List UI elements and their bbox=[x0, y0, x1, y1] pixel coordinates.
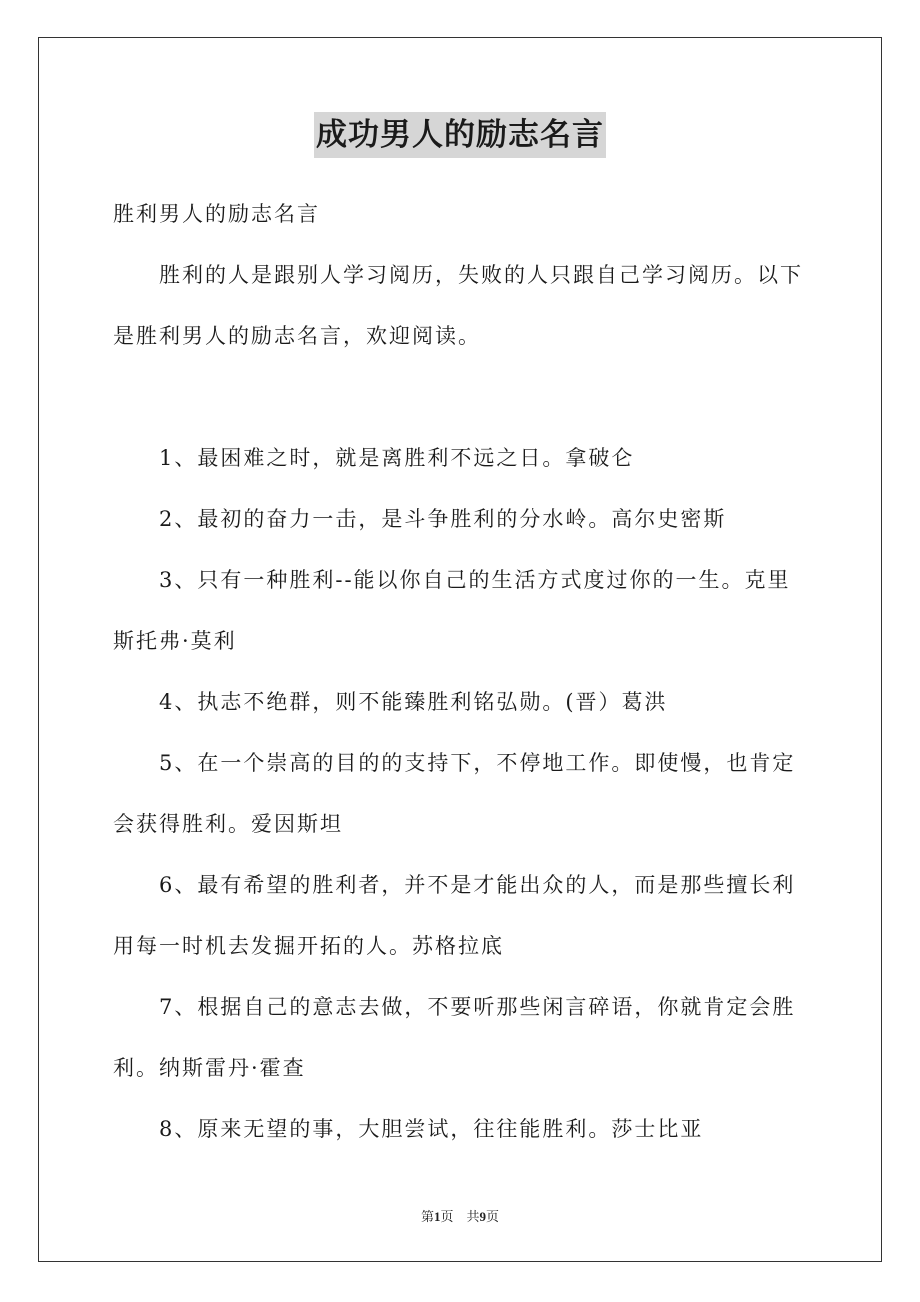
footer-total-pages: 9 bbox=[479, 1209, 486, 1224]
quote-paragraph: 2、最初的奋力一击，是斗争胜利的分水岭。高尔史密斯 bbox=[159, 507, 727, 531]
footer-current-page: 1 bbox=[433, 1209, 441, 1224]
quote-paragraph: 3、只有一种胜利--能以你自己的生活方式度过你的一生。克里斯托弗·莫利 bbox=[113, 568, 791, 653]
quote-paragraph: 1、最困难之时，就是离胜利不远之日。拿破仑 bbox=[159, 446, 635, 470]
quote-paragraph: 8、原来无望的事，大胆尝试，往往能胜利。莎士比亚 bbox=[159, 1117, 704, 1141]
page-footer bbox=[0, 1206, 920, 1225]
document-body bbox=[113, 184, 813, 1160]
blank-line bbox=[113, 367, 813, 428]
document-title bbox=[0, 112, 920, 158]
quote-paragraph: 7、根据自己的意志去做，不要听那些闲言碎语，你就肯定会胜利。纳斯雷丹·霍查 bbox=[113, 995, 796, 1080]
quote-paragraph: 6、最有希望的胜利者，并不是才能出众的人，而是那些擅长利用每一时机去发掘开拓的人。苏格拉底 bbox=[113, 873, 796, 958]
document-title-text: 成功男人的励志名言 bbox=[314, 112, 606, 158]
footer-prefix: 第 bbox=[420, 1209, 434, 1224]
footer-suffix: 页 bbox=[486, 1209, 500, 1224]
quote-paragraph: 5、在一个崇高的目的的支持下，不停地工作。即使慢，也肯定会获得胜利。爱因斯坦 bbox=[113, 751, 796, 836]
intro-paragraph: 胜利的人是跟别人学习阅历，失败的人只跟自己学习阅历。以下是胜利男人的励志名言，欢迎阅读。 bbox=[113, 263, 803, 348]
quote-paragraph: 4、执志不绝群，则不能臻胜利铭弘勋。(晋）葛洪 bbox=[159, 690, 668, 714]
footer-middle: 页 共 bbox=[440, 1209, 480, 1224]
document-subtitle: 胜利男人的励志名言 bbox=[113, 202, 320, 226]
